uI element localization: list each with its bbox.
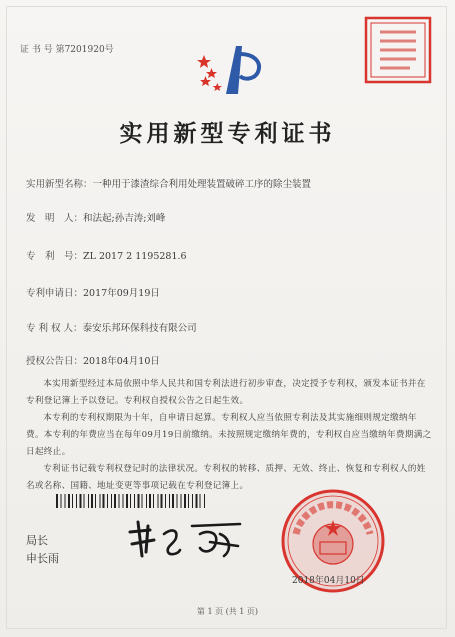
seal-date: 2018年04月10日 bbox=[292, 576, 365, 586]
utility-model-name-row bbox=[26, 176, 311, 190]
page-number: 第 1 页 (共 1 页) bbox=[196, 607, 259, 616]
director-title: 局长 bbox=[26, 534, 48, 547]
certificate-number: 证 书 号 第7201920号 bbox=[20, 45, 114, 55]
grant-date-label: 授权公告日： bbox=[26, 356, 84, 367]
top-right-stamp-icon bbox=[362, 14, 434, 86]
grant-date-value: 2018年04月10日 bbox=[83, 356, 160, 367]
name-value: 一种用于漆渣综合利用处理装置破碎工序的除尘装置 bbox=[92, 179, 312, 190]
cnipa-logo-icon bbox=[196, 40, 266, 100]
patent-number-row bbox=[26, 248, 187, 262]
body-paragraph: 本专利的专利权期限为十年，自申请日起算。专利权人应当依照专利法及其实施细则规定缴纳年费。本专利的年费应当在每年09月19日前缴纳。未按照规定缴纳年费的，专利权自应当缴纳年费期满之日起终止。 bbox=[26, 413, 432, 457]
inventors-value: 和法起;孙吉涛;刘峰 bbox=[83, 213, 166, 224]
body-paragraph: 专利证书记载专利权登记时的法律状况。专利权的转移、质押、无效、终止、恢复和专利权人的姓名或名称、国籍、地址变更等事项记载在专利登记簿上。 bbox=[26, 464, 426, 491]
body-paragraph: 本实用新型经过本局依照中华人民共和国专利法进行初步审查，决定授予专利权，颁发本证书并在专利登记簿上予以登记。专利权自授权公告之日起生效。 bbox=[26, 379, 426, 406]
patentee-value: 泰安乐邦环保科技有限公司 bbox=[82, 323, 197, 334]
patentee-label: 专 利 权 人： bbox=[26, 323, 83, 334]
filing-date-row bbox=[26, 285, 160, 299]
inventors-row bbox=[26, 210, 165, 224]
filing-date-label: 专利申请日： bbox=[26, 288, 84, 299]
grant-date-row bbox=[26, 353, 160, 367]
inventors-label: 发 明 人： bbox=[26, 213, 84, 224]
patent-number-value: ZL 2017 2 1195281.6 bbox=[83, 251, 187, 262]
certificate-title: 实用新型专利证书 bbox=[119, 120, 336, 147]
certificate-body-text bbox=[26, 376, 432, 495]
director-name: 申长雨 bbox=[26, 552, 59, 565]
filing-date-value: 2017年09月19日 bbox=[83, 288, 160, 299]
patentee-row bbox=[26, 320, 197, 334]
barcode-icon bbox=[56, 494, 208, 508]
director-signature-icon bbox=[120, 512, 250, 564]
patent-number-label: 专 利 号： bbox=[26, 251, 84, 262]
name-label: 实用新型名称： bbox=[26, 179, 93, 190]
